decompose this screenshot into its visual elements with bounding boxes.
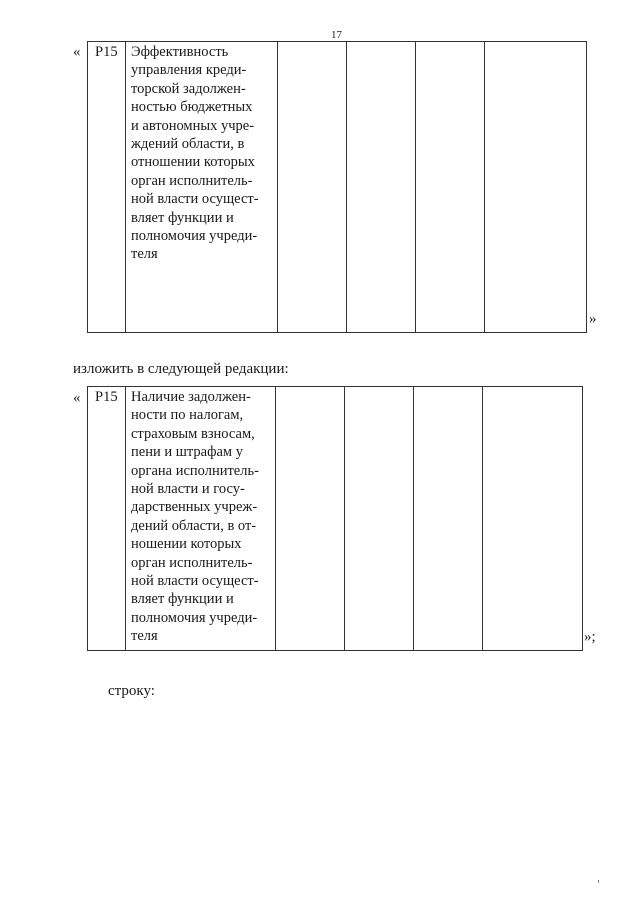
open-quote-1: « <box>73 44 81 60</box>
description-line: ждений области, в <box>131 136 245 153</box>
description-line: теля <box>131 246 158 263</box>
description-line: Эффективность <box>131 44 229 60</box>
empty-cell <box>483 387 583 651</box>
close-quote-1: » <box>589 311 597 327</box>
description-line: пени и штрафам у <box>131 444 243 461</box>
empty-cell <box>276 387 345 651</box>
empty-cell <box>345 387 414 651</box>
row-description <box>126 387 275 646</box>
description-cell <box>126 387 276 651</box>
description-line: ной власти осущест- <box>131 573 259 590</box>
description-line: дений области, в от- <box>131 517 257 534</box>
open-quote-2: « <box>73 390 81 406</box>
description-line: ной власти осущест- <box>131 191 259 208</box>
description-line: ношении которых <box>131 536 242 553</box>
code-cell <box>88 42 126 333</box>
description-line: полномочия учреди- <box>131 609 258 626</box>
description-line: орган исполнитель- <box>131 172 253 189</box>
description-cell <box>126 42 278 333</box>
row-code: Р15 <box>95 389 118 405</box>
description-line: торской задолжен- <box>131 80 246 97</box>
empty-cell <box>278 42 347 333</box>
description-line: органа исполнитель- <box>131 462 259 479</box>
instruction-text: изложить в следующей редакции: <box>73 361 289 377</box>
empty-cell <box>347 42 416 333</box>
description-line: управления креди- <box>131 62 247 79</box>
description-line: Наличие задолжен- <box>131 389 251 405</box>
description-line: и автономных учре- <box>131 117 255 134</box>
description-line: вляет функции и <box>131 591 234 608</box>
row-code: Р15 <box>95 44 118 60</box>
row-description <box>126 42 277 264</box>
code-cell <box>88 387 126 651</box>
description-line: теля <box>131 628 158 645</box>
description-line: страховым взносам, <box>131 425 255 442</box>
empty-cell <box>485 42 587 333</box>
description-line: полномочия учреди- <box>131 228 258 245</box>
trailing-text: строку: <box>108 683 155 699</box>
empty-cell <box>414 387 483 651</box>
description-line: ностью бюджетных <box>131 99 253 116</box>
new-row-table <box>87 386 583 651</box>
description-line: дарственных учреж- <box>131 499 258 516</box>
empty-cell <box>416 42 485 333</box>
scan-speck <box>598 880 599 883</box>
description-line: ности по налогам, <box>131 407 244 424</box>
description-line: вляет функции и <box>131 209 234 226</box>
page-number: 17 <box>331 29 342 41</box>
description-line: ной власти и госу- <box>131 481 245 498</box>
original-row-table <box>87 41 587 333</box>
description-line: орган исполнитель- <box>131 554 253 571</box>
close-quote-2: »; <box>584 629 596 645</box>
description-line: отношении которых <box>131 154 255 171</box>
